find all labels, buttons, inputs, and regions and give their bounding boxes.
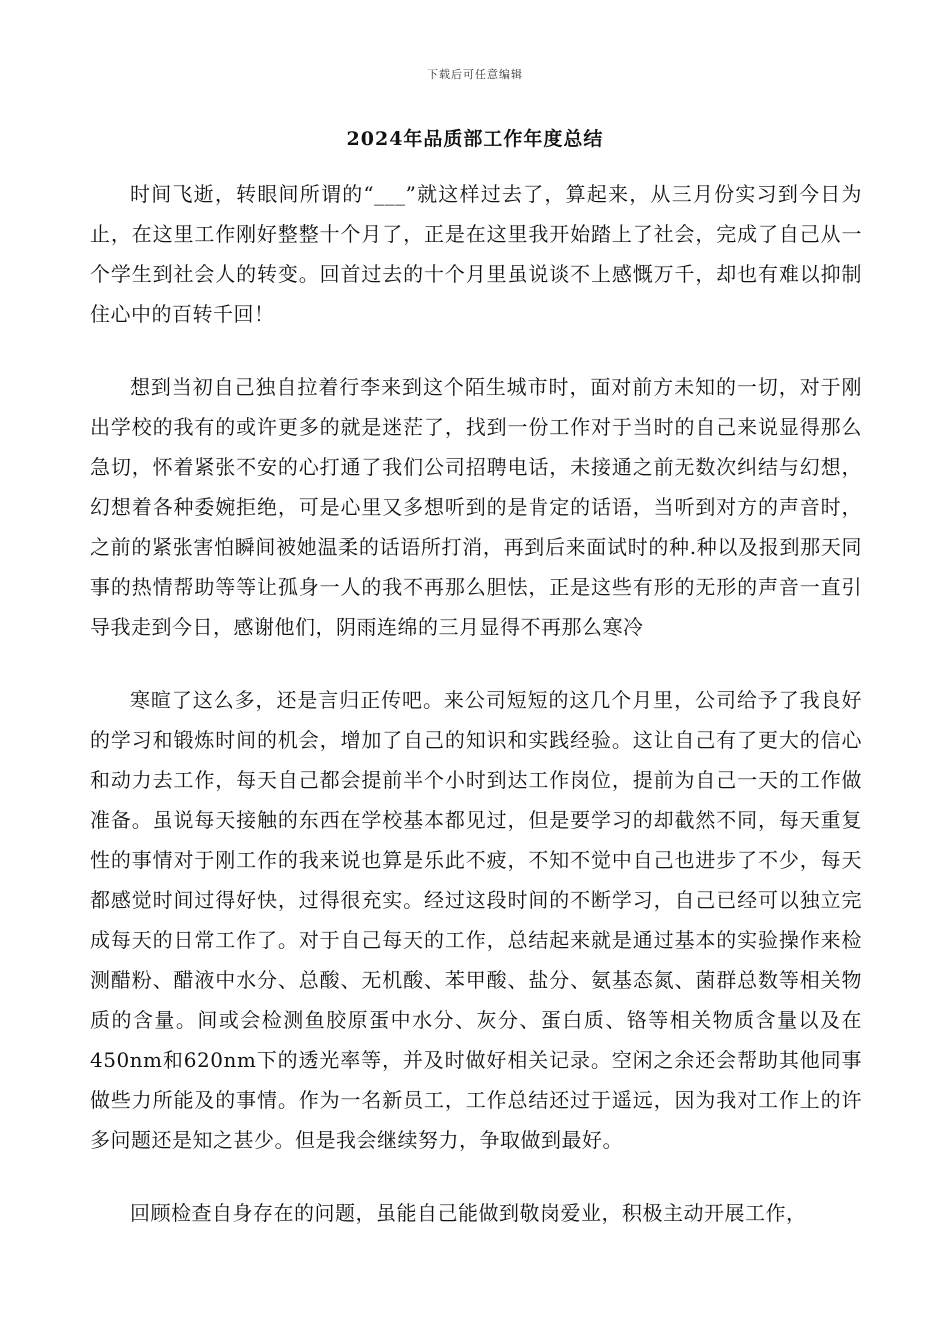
paragraph-4: 回顾检查自身存在的问题，虽能自己能做到敬岗爱业，积极主动开展工作，: [130, 1201, 807, 1225]
paragraph-1: 时间飞逝，转眼间所谓的“___”就这样过去了，算起来，从三月份实习到今日为止，在这里工作刚好整整十个月了，正是在这里我开始踏上了社会，完成了自己从一个学生到社会人的转变。回首过去的十个月里虽说谈不上感慨万千，却也有难以抑制住心中的百转千回！: [90, 182, 862, 326]
document-body: [90, 174, 862, 1266]
header-note: 下载后可任意编辑: [427, 68, 523, 81]
document-title: 2024年品质部工作年度总结: [346, 128, 604, 150]
paragraph-2: 想到当初自己独自拉着行李来到这个陌生城市时，面对前方未知的一切，对于刚出学校的我有的或许更多的就是迷茫了，找到一份工作对于当时的自己来说显得那么急切，怀着紧张不安的心打通了我们公司招聘电话，未接通之前无数次纠结与幻想，幻想着各种委婉拒绝，可是心里又多想听到的是肯定的话语，当听到对方的声音时，之前的紧张害怕瞬间被她温柔的话语所打消，再到后来面试时的种.种以及报到那天同事的热情帮助等等让孤身一人的我不再那么胆怯，正是这些有形的无形的声音一直引导我走到今日，感谢他们，阴雨连绵的三月显得不再那么寒冷: [90, 375, 862, 639]
paragraph-3: 寒暄了这么多，还是言归正传吧。来公司短短的这几个月里，公司给予了我良好的学习和锻炼时间的机会，增加了自己的知识和实践经验。这让自己有了更大的信心和动力去工作，每天自己都会提前半个小时到达工作岗位，提前为自己一天的工作做准备。虽说每天接触的东西在学校基本都见过，但是要学习的却截然不同，每天重复性的事情对于刚工作的我来说也算是乐此不疲，不知不觉中自己也进步了不少，每天都感觉时间过得好快，过得很充实。经过这段时间的不断学习，自己已经可以独立完成每天的日常工作了。对于自己每天的工作，总结起来就是通过基本的实验操作来检测醋粉、醋液中水分、总酸、无机酸、苯甲酸、盐分、氨基态氮、菌群总数等相关物质的含量。间或会检测鱼胶原蛋中水分、灰分、蛋白质、铬等相关物质含量以及在450nm和620nm下的透光率等，并及时做好相关记录。空闲之余还会帮助其他同事做些力所能及的事情。作为一名新员工，工作总结还过于遥远，因为我对工作上的许多问题还是知之甚少。但是我会继续努力，争取做到最好。: [90, 688, 862, 1152]
